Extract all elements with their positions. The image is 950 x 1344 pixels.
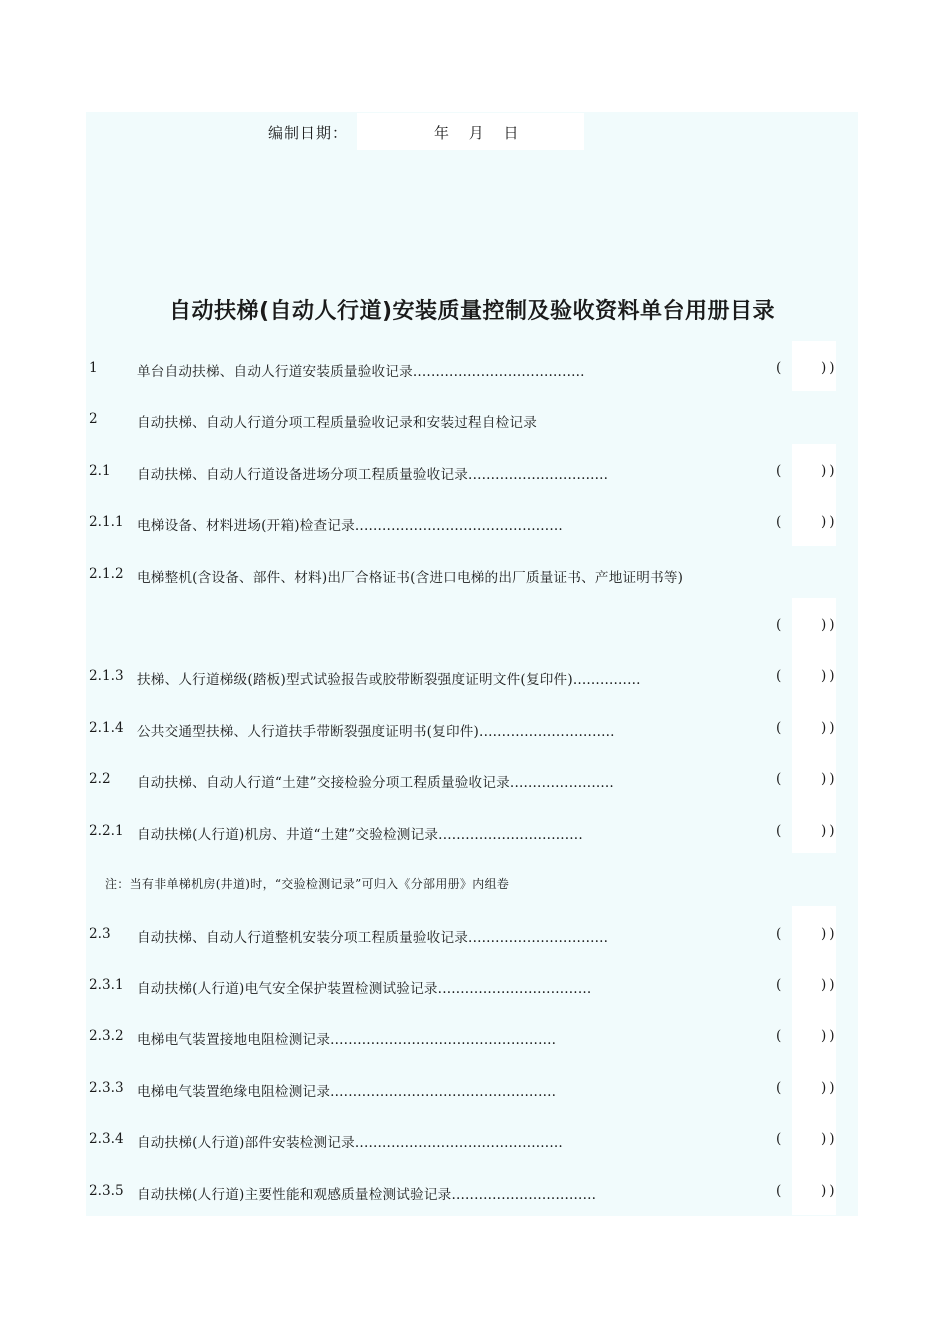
toc-entry-number: 2.1.3 [89, 668, 124, 684]
toc-entry-title: 电梯整机(含设备、部件、材料)出厂合格证书(含进口电梯的出厂质量证书、产地证明书等) [137, 570, 684, 586]
toc-entry-title: 自动扶梯、自动人行道分项工程质量验收记录和安装过程自检记录 [137, 415, 538, 431]
toc-entry-title: 自动扶梯、自动人行道整机安装分项工程质量验收记录............................... [137, 930, 609, 946]
toc-entry-number: 2.3.2 [89, 1028, 124, 1044]
page-ref-open: ( [776, 977, 782, 993]
toc-entry-number: 2.3.5 [89, 1183, 124, 1199]
toc-entry-number: 1 [89, 360, 98, 376]
document-title: 自动扶梯(自动人行道)安装质量控制及验收资料单台用册目录 [168, 299, 776, 324]
toc-entry-title: 公共交通型扶梯、人行道扶手带断裂强度证明书(复印件).............................. [137, 724, 615, 740]
toc-entry-number: 2 [89, 411, 98, 427]
toc-entry-number: 2.3.3 [89, 1080, 124, 1096]
page-ref-open: ( [776, 720, 782, 736]
page-ref-close: )) [821, 360, 838, 376]
page-ref-open: ( [776, 926, 782, 942]
toc-entry-number: 2.1.2 [89, 566, 124, 582]
toc-entry-title: 自动扶梯、自动人行道设备进场分项工程质量验收记录............................... [137, 467, 609, 483]
toc-entry-title: 电梯电气装置绝缘电阻检测记录.................................................. [137, 1084, 557, 1100]
toc-entry-title: 自动扶梯(人行道)部件安装检测记录.............................................. [137, 1135, 563, 1151]
page-ref-open: ( [776, 514, 782, 530]
page-ref-close: )) [821, 823, 838, 839]
toc-entry-number: 2.3 [89, 926, 111, 942]
page-ref-close: )) [821, 1183, 838, 1199]
page-ref-close: )) [821, 463, 838, 479]
toc-entry-title: 电梯电气装置接地电阻检测记录.................................................. [137, 1032, 557, 1048]
toc-entry-title: 自动扶梯(人行道)主要性能和观感质量检测试验记录................................ [137, 1187, 597, 1203]
toc-entry-title: 扶梯、人行道梯级(踏板)型式试验报告或胶带断裂强度证明文件(复印件)............... [137, 672, 641, 688]
toc-entry-title: 自动扶梯(人行道)机房、井道“土建”交验检测记录................................ [137, 827, 583, 843]
page-ref-close: )) [821, 771, 838, 787]
page-number-box[interactable] [792, 906, 836, 1215]
page-ref-open: ( [776, 1080, 782, 1096]
page-ref-open: ( [776, 771, 782, 787]
page-ref-close: )) [821, 1028, 838, 1044]
date-fields: 年 月 日 [434, 124, 519, 142]
date-label: 编制日期： [268, 124, 349, 142]
page-ref-close: )) [821, 1080, 838, 1096]
page-ref-close: )) [821, 1131, 838, 1147]
page-ref-close: )) [821, 617, 838, 633]
page-ref-open: ( [776, 823, 782, 839]
page-ref-open: ( [776, 617, 782, 633]
toc-entry-number: 2.1.4 [89, 720, 124, 736]
page-ref-open: ( [776, 668, 782, 684]
toc-entry-title: 自动扶梯、自动人行道“土建”交接检验分项工程质量验收记录....................... [137, 775, 614, 791]
page-ref-open: ( [776, 1028, 782, 1044]
page-ref-open: ( [776, 360, 782, 376]
page-ref-close: )) [821, 514, 838, 530]
page-ref-close: )) [821, 977, 838, 993]
toc-entry-title: 单台自动扶梯、自动人行道安装质量验收记录...................................... [137, 364, 585, 380]
page-ref-open: ( [776, 463, 782, 479]
toc-entry-title: 电梯设备、材料进场(开箱)检查记录.............................................. [137, 518, 563, 534]
page-ref-close: )) [821, 668, 838, 684]
page-ref-open: ( [776, 1131, 782, 1147]
footnote: 注：当有非单梯机房(井道)时，“交验检测记录”可归入《分部用册》内组卷 [105, 877, 510, 891]
toc-entry-number: 2.1.1 [89, 514, 124, 530]
toc-entry-title: 自动扶梯(人行道)电气安全保护装置检测试验记录.................................. [137, 981, 592, 997]
page-ref-close: )) [821, 926, 838, 942]
toc-entry-number: 2.2 [89, 771, 111, 787]
document-sheet [86, 112, 858, 1216]
toc-entry-number: 2.3.1 [89, 977, 124, 993]
page-ref-open: ( [776, 1183, 782, 1199]
toc-entry-number: 2.3.4 [89, 1131, 124, 1147]
page-ref-close: )) [821, 720, 838, 736]
toc-entry-number: 2.1 [89, 463, 111, 479]
page-number-box[interactable] [792, 444, 836, 546]
toc-entry-number: 2.2.1 [89, 823, 124, 839]
